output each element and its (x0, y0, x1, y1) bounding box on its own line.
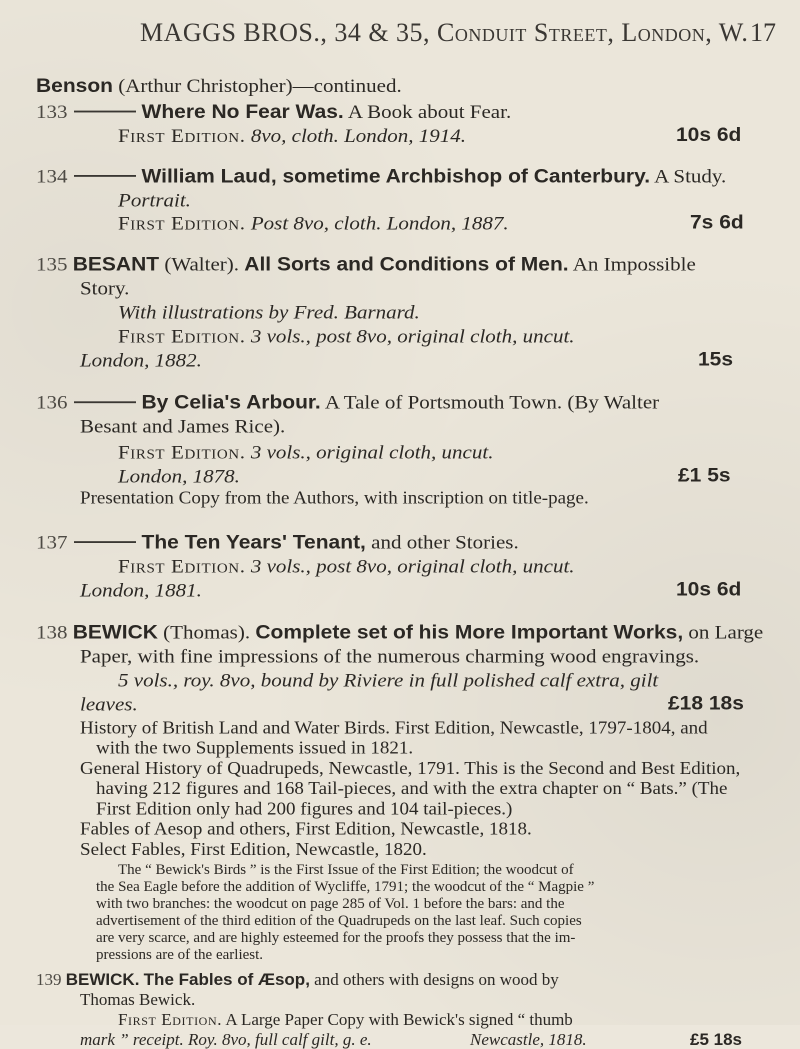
entry-description: A Study. (654, 164, 727, 187)
entry-description: A Tale of Portsmouth Town. (By Walter (324, 391, 660, 414)
entry-place: Newcastle, 1818. (470, 1030, 587, 1049)
entry-note-line: pressions are of the earliest. (96, 947, 264, 964)
entry-number: 135 (36, 253, 68, 276)
entry-binding: 5 vols., roy. 8vo, bound by Riviere in full polished calf extra, gilt (118, 669, 659, 692)
entry-details: 3 vols., post 8vo, original cloth, uncut. (250, 324, 575, 348)
entry-price: 15s (698, 348, 734, 371)
entry-author: BESANT (72, 254, 160, 276)
entry-139-heading (36, 970, 559, 989)
entry-price: 7s 6d (690, 211, 744, 233)
entry-edition: First Edition. (118, 1010, 223, 1030)
entry-title: William Laud, sometime Archbishop of Canterbury. (141, 165, 651, 187)
entry-note-line: with two branches: the woodcut on page 285 of Vol. 1 before the bars: and the (96, 896, 565, 913)
entry-author-rest: (Walter). (164, 253, 240, 276)
entry-details: Post 8vo, cloth. London, 1887. (250, 211, 509, 234)
entry-price: 10s 6d (676, 578, 742, 601)
entry-description-cont: Paper, with fine impressions of the numerous charming wood engravings. (80, 645, 700, 668)
works-list-item: Select Fables, First Edition, Newcastle, 1820. (80, 840, 427, 860)
entry-details: A Large Paper Copy with Bewick's signed “ thumb (225, 1010, 573, 1030)
entry-description-cont: Besant and James Rice). (80, 415, 286, 438)
entry-number: 133 (36, 100, 68, 123)
author-heading-rest: (Arthur Christopher)—continued. (118, 74, 402, 97)
entry-description: An Impossible (572, 253, 696, 276)
entry-title: The Ten Years' Tenant, (141, 531, 366, 554)
entry-edition: First Edition. (118, 324, 246, 348)
entry-price: £1 5s (678, 464, 731, 486)
entry-author: BEWICK. (65, 970, 140, 990)
page-number: 17 (750, 18, 776, 47)
page-title: MAGGS BROS., 34 & 35, Conduit Street, London, W. (140, 18, 749, 47)
entry-edition: First Edition. (118, 211, 246, 234)
entry-number: 137 (36, 531, 68, 554)
entry-note: Presentation Copy from the Authors, with inscription on title-page. (80, 488, 589, 509)
entry-139-details (118, 1010, 573, 1029)
entry-title: By Celia's Arbour. (141, 392, 321, 414)
entry-edition: First Edition. (118, 124, 246, 147)
entry-description: on Large (688, 621, 764, 644)
entry-extra: Portrait. (118, 188, 191, 211)
entry-title: Complete set of his More Important Works, (255, 622, 684, 644)
entry-details: 3 vols., original cloth, uncut. (250, 440, 494, 463)
entry-description: and others with designs on wood by (314, 970, 559, 990)
entry-description-cont: Thomas Bewick. (80, 990, 196, 1010)
entry-description: and other Stories. (371, 531, 519, 554)
entry-title: The Fables of Æsop, (143, 970, 310, 990)
entry-place: London, 1881. (80, 578, 202, 601)
entry-author: BEWICK (72, 622, 158, 644)
entry-title: All Sorts and Conditions of Men. (244, 254, 569, 276)
entry-price: £5 18s (690, 1030, 742, 1049)
works-list-item: Fables of Aesop and others, First Edition, Newcastle, 1818. (80, 819, 532, 840)
works-list-item: with the two Supplements issued in 1821. (96, 738, 414, 759)
author-name: Benson (36, 75, 114, 97)
entry-edition: First Edition. (118, 440, 246, 463)
entry-description: A Book about Fear. (347, 100, 512, 123)
entry-author-rest: (Thomas). (163, 621, 251, 644)
entry-note-line: are very scarce, and are highly esteemed for the proofs they possess that the im- (96, 930, 576, 947)
entry-edition: First Edition. (118, 554, 246, 578)
entry-number: 138 (36, 621, 68, 644)
works-list-item: First Edition only had 200 figures and 104 tail-pieces.) (96, 799, 513, 819)
entry-description-cont: Story. (80, 277, 130, 300)
entry-binding-cont: leaves. (80, 692, 138, 716)
works-list-item: General History of Quadrupeds, Newcastle, 1791. This is the Second and Best Edition, (80, 759, 741, 779)
entry-note-line: The “ Bewick's Birds ” is the First Issue of the First Edition; the woodcut of (118, 862, 574, 879)
entry-place: London, 1878. (118, 464, 240, 487)
entry-number: 134 (36, 164, 68, 187)
entry-price: £18 18s (668, 692, 744, 715)
works-list-item: having 212 figures and 168 Tail-pieces, and with the extra chapter on “ Bats.” (The (96, 779, 728, 799)
entry-title: Where No Fear Was. (141, 101, 344, 123)
entry-note-line: the Sea Eagle before the addition of Wycliffe, 1791; the woodcut of the “ Magpie ” (96, 879, 595, 896)
entry-place: London, 1882. (80, 348, 202, 371)
entry-details: 8vo, cloth. London, 1914. (250, 124, 467, 147)
entry-number: 139 (36, 970, 62, 990)
entry-illustrations: With illustrations by Fred. Barnard. (118, 301, 420, 324)
entry-number: 136 (36, 391, 68, 414)
entry-details: 3 vols., post 8vo, original cloth, uncut. (250, 554, 575, 578)
works-list-item: History of British Land and Water Birds. First Edition, Newcastle, 1797-1804, and (80, 718, 708, 739)
entry-note-line: advertisement of the third edition of the Quadrupeds on the last leaf. Such copies (96, 913, 582, 930)
entry-details-cont: mark ” receipt. Roy. 8vo, full calf gilt, g. e. (80, 1030, 372, 1049)
entry-price: 10s 6d (676, 124, 742, 146)
